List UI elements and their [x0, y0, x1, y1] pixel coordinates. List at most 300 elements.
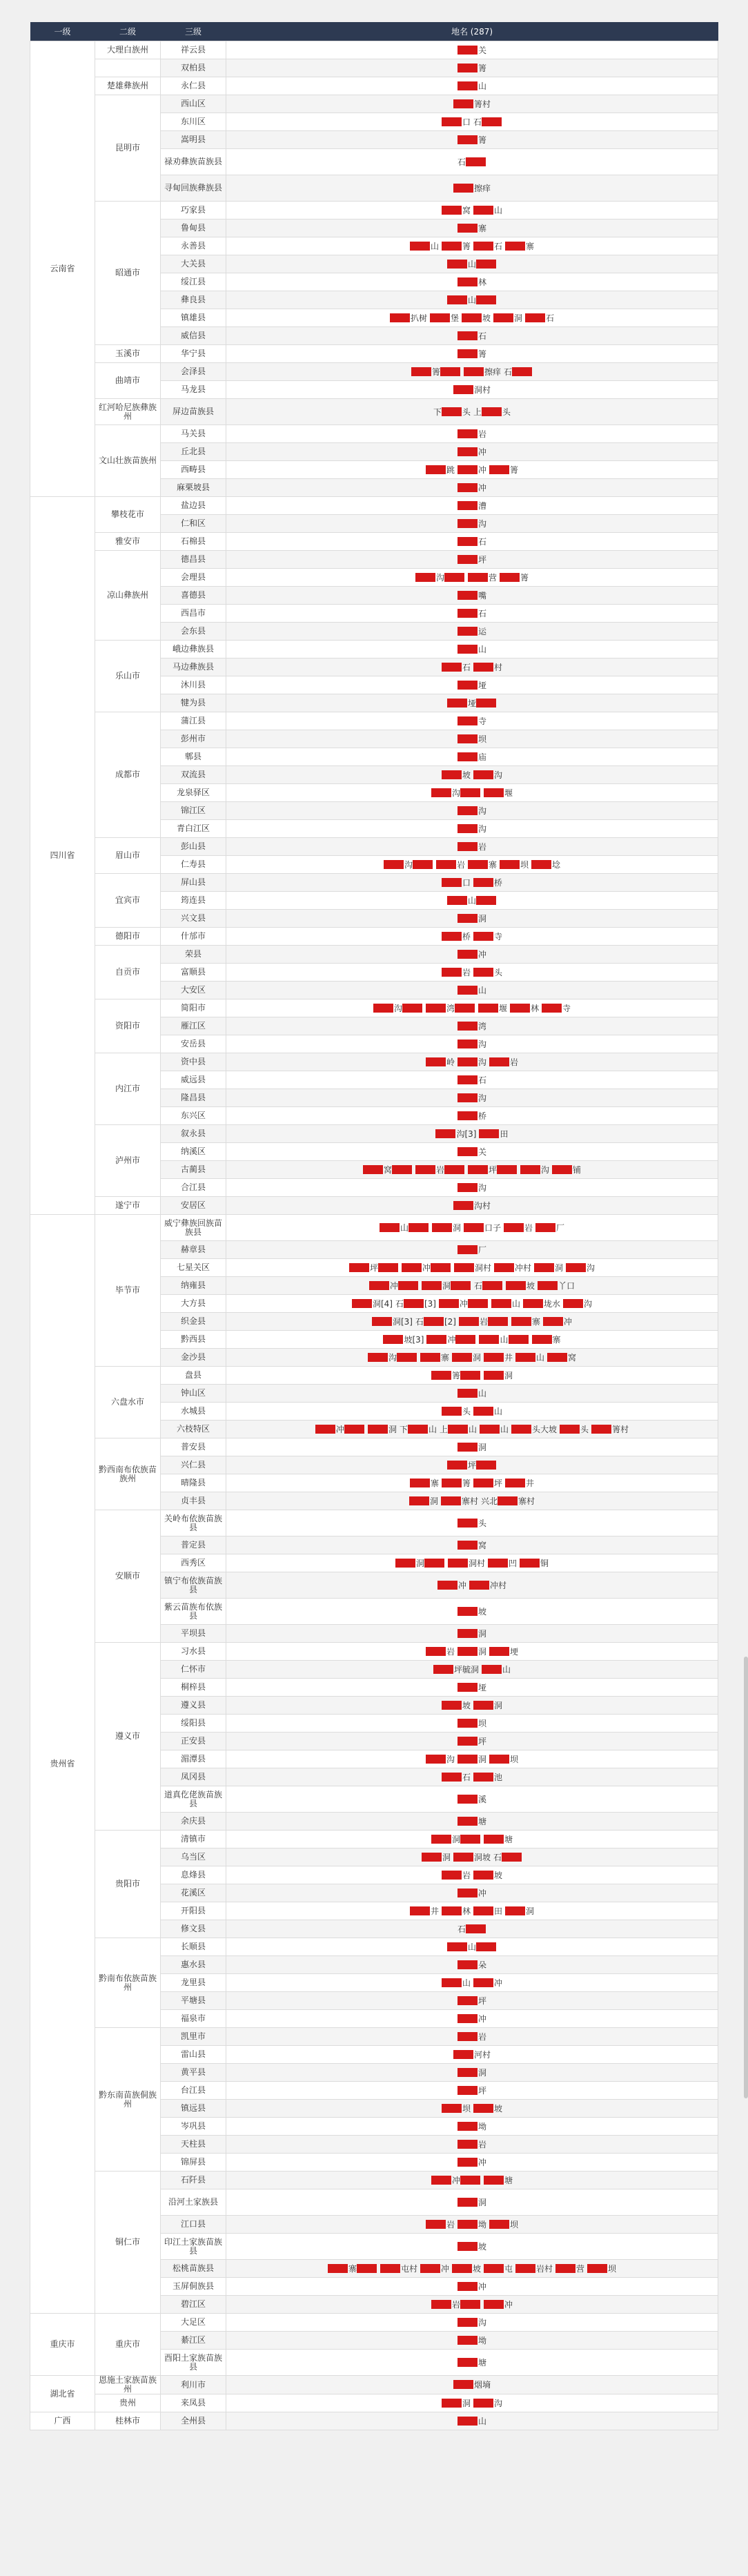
cell-place-names	[226, 1992, 718, 2010]
place-name-item: 箐	[500, 573, 529, 583]
place-name-item: 坪	[447, 1461, 497, 1470]
redacted-char-block	[415, 573, 435, 582]
cell-level3: 纳溪区	[161, 1143, 226, 1161]
redacted-char-block	[439, 1299, 459, 1308]
place-name-item: 沟	[426, 1755, 455, 1764]
redacted-char-block	[509, 1335, 529, 1344]
table-row	[30, 1367, 718, 1385]
place-name-item: 石	[473, 117, 502, 127]
cell-level3: 桐梓县	[161, 1679, 226, 1697]
cell-level2: 贵州	[95, 2394, 161, 2412]
redacted-char-block	[457, 1629, 478, 1638]
place-name-item: 箐	[457, 135, 486, 145]
redacted-char-block	[410, 242, 430, 251]
redacted-char-block	[452, 2264, 472, 2273]
cell-place-names	[226, 1848, 718, 1866]
cell-level3: 凤冈县	[161, 1768, 226, 1786]
place-name-item: 山	[457, 1389, 486, 1398]
place-name-item: 洞村	[454, 1263, 491, 1273]
place-name-item: 岩	[489, 1057, 518, 1067]
cell-level2: 安顺市	[95, 1510, 161, 1643]
cell-level2: 六盘水市	[95, 1367, 161, 1438]
place-name-item: 洞	[431, 1835, 481, 1844]
cell-level2: 黔东南苗族侗族州	[95, 2028, 161, 2172]
table-row	[30, 2394, 718, 2412]
cell-place-names	[226, 1536, 718, 1554]
place-name-item: 沟	[457, 824, 486, 834]
place-name-item: 岭	[426, 1057, 455, 1067]
cell-level3: 隆昌县	[161, 1089, 226, 1107]
cell-level3: 湄潭县	[161, 1750, 226, 1768]
place-name-item: 洞坡	[453, 1853, 491, 1862]
place-name-item: 下 山	[399, 1424, 437, 1434]
place-name-item: 岩	[426, 2220, 455, 2229]
redacted-char-block	[457, 277, 478, 286]
cell-place-names	[226, 569, 718, 587]
place-name-item: 沟村	[453, 1201, 491, 1211]
cell-place-names	[226, 2260, 718, 2278]
redacted-char-block	[457, 2282, 478, 2291]
cell-place-names	[226, 1510, 718, 1536]
place-name-item: 坝	[457, 734, 486, 744]
place-name-item: 坪	[468, 1165, 518, 1175]
place-name-item: 口	[442, 878, 471, 888]
place-name-item: 洞	[422, 1853, 451, 1862]
cell-level3: 水城县	[161, 1403, 226, 1421]
cell-place-names	[226, 2376, 718, 2394]
cell-place-names	[226, 363, 718, 381]
redacted-char-block	[422, 1853, 442, 1862]
place-name-item: 寨	[420, 1353, 449, 1363]
cell-level2: 黔南布依族苗族州	[95, 1938, 161, 2028]
redacted-char-block	[442, 242, 462, 251]
cell-level2: 恩施土家族苗族州	[95, 2376, 161, 2394]
place-name-item: 沟	[473, 770, 502, 780]
cell-level3: 余庆县	[161, 1813, 226, 1831]
cell-level3: 西山区	[161, 95, 226, 113]
redacted-char-block	[398, 1281, 418, 1290]
redacted-char-block	[426, 465, 446, 474]
redacted-char-block	[457, 806, 478, 815]
redacted-char-block	[489, 465, 509, 474]
cell-level3: 会泽县	[161, 363, 226, 381]
redacted-char-block	[368, 1425, 388, 1434]
place-name-item: 石	[442, 1773, 471, 1782]
scrollbar[interactable]	[744, 1657, 748, 2098]
place-name-item: 铜	[520, 1559, 549, 1568]
redacted-char-block	[498, 1496, 518, 1505]
table-row	[30, 202, 718, 219]
redacted-char-block	[473, 1701, 493, 1710]
cell-level3: 鲁甸县	[161, 219, 226, 237]
redacted-char-block	[520, 1165, 540, 1174]
redacted-char-block	[457, 537, 478, 546]
cell-level3: 息烽县	[161, 1866, 226, 1884]
redacted-char-block	[506, 1281, 526, 1290]
place-name-item: 洞	[457, 1443, 486, 1452]
place-name-item: 朵	[457, 1960, 486, 1970]
redacted-char-block	[448, 1559, 468, 1568]
place-name-item: 寨	[505, 242, 534, 251]
redacted-char-block	[457, 1075, 478, 1084]
cell-place-names	[226, 1349, 718, 1367]
place-name-item: 石	[457, 537, 486, 547]
cell-level3: 东川区	[161, 113, 226, 131]
cell-level3: 威宁彝族回族苗族县	[161, 1215, 226, 1241]
place-name-item: 沟	[431, 788, 481, 798]
place-name-item: 寨	[410, 1479, 439, 1488]
redacted-char-block	[476, 1942, 496, 1951]
redacted-char-block	[408, 1425, 428, 1434]
cell-level2: 成都市	[95, 712, 161, 838]
cell-level3: 晴隆县	[161, 1474, 226, 1492]
redacted-char-block	[426, 1755, 446, 1764]
cell-place-names	[226, 999, 718, 1017]
cell-level3: 关岭布依族苗族县	[161, 1510, 226, 1536]
cell-place-names	[226, 784, 718, 802]
redacted-char-block	[493, 313, 513, 322]
redacted-char-block	[442, 2399, 462, 2408]
place-name-item: 寨村	[441, 1496, 478, 1506]
cell-level3: 贞丰县	[161, 1492, 226, 1510]
redacted-char-block	[457, 2358, 478, 2367]
place-name-item: 上 山	[439, 1424, 478, 1434]
redacted-char-block	[457, 1607, 478, 1616]
place-name-item: 岩	[415, 1165, 465, 1175]
redacted-char-block	[457, 2140, 478, 2149]
place-name-item: 窝	[363, 1165, 413, 1175]
redacted-char-block	[457, 1389, 478, 1398]
redacted-char-block	[457, 555, 478, 564]
redacted-char-block	[442, 407, 462, 416]
place-name-item: 丫口	[538, 1281, 575, 1291]
place-name-item: 洞[3]	[372, 1317, 413, 1327]
redacted-char-block	[442, 1871, 462, 1880]
cell-level3: 龙里县	[161, 1974, 226, 1992]
redacted-char-block	[457, 2158, 478, 2167]
place-name-item: 山	[447, 1942, 497, 1952]
place-name-item: 田	[479, 1129, 508, 1139]
cell-level3: 仁怀市	[161, 1661, 226, 1679]
redacted-char-block	[538, 1281, 558, 1290]
place-name-item: 洞	[457, 2198, 486, 2207]
cell-place-names	[226, 273, 718, 291]
redacted-char-block	[457, 1057, 478, 1066]
redacted-char-block	[479, 1129, 499, 1138]
place-name-item: 冲	[457, 950, 486, 959]
cell-level3: 富顺县	[161, 964, 226, 982]
cell-level2: 大理白族州	[95, 41, 161, 59]
redacted-char-block	[455, 1335, 475, 1344]
cell-level2: 宜宾市	[95, 874, 161, 928]
redacted-char-block	[460, 2176, 480, 2185]
redacted-char-block	[442, 1906, 462, 1915]
cell-level2: 凉山彝族州	[95, 551, 161, 641]
cell-level1: 广西	[30, 2412, 95, 2430]
cell-level2: 雅安市	[95, 533, 161, 551]
redacted-char-block	[410, 1479, 430, 1487]
redacted-char-block	[424, 1559, 444, 1568]
place-name-item: 下 头	[433, 407, 471, 417]
place-name-item: 箐	[457, 64, 486, 73]
place-name-item: 洞	[442, 2399, 471, 2408]
table-row	[30, 551, 718, 569]
cell-level3: 玉屏侗族县	[161, 2278, 226, 2296]
place-name-item: 箐村	[453, 99, 491, 109]
redacted-char-block	[457, 1719, 478, 1728]
cell-place-names	[226, 2172, 718, 2189]
place-name-item: 冲	[420, 2264, 449, 2274]
place-name-item: 洞	[409, 1496, 438, 1506]
redacted-char-block	[473, 663, 493, 672]
redacted-char-block	[457, 1817, 478, 1826]
cell-level3: 永善县	[161, 237, 226, 255]
redacted-char-block	[523, 1299, 543, 1308]
cell-place-names	[226, 964, 718, 982]
place-name-item: 坡	[462, 313, 491, 323]
cell-place-names	[226, 1902, 718, 1920]
cell-place-names	[226, 605, 718, 623]
redacted-char-block	[447, 699, 467, 708]
redacted-char-block	[363, 1165, 383, 1174]
place-name-item: 寨	[532, 1335, 561, 1345]
place-name-item: 寺	[473, 932, 502, 941]
cell-place-names	[226, 694, 718, 712]
redacted-char-block	[457, 429, 478, 438]
redacted-char-block	[457, 1996, 478, 2005]
redacted-char-block	[457, 914, 478, 923]
place-name-item: 山	[457, 986, 486, 995]
cell-level3: 仁寿县	[161, 856, 226, 874]
redacted-char-block	[369, 1281, 389, 1290]
place-name-item: 山	[457, 81, 486, 91]
place-name-item: 山	[447, 896, 497, 906]
place-name-item: 冲	[457, 483, 486, 493]
cell-place-names	[226, 1492, 718, 1510]
place-name-item: 冲	[473, 1978, 502, 1988]
place-name-item: 坝	[489, 2220, 518, 2229]
redacted-char-block	[411, 367, 431, 376]
place-name-item: 洞	[457, 914, 486, 924]
place-name-item: 头	[473, 968, 502, 977]
table-row	[30, 928, 718, 946]
cell-place-names	[226, 533, 718, 551]
place-name-item: 箐	[442, 1479, 471, 1488]
cell-level3: 喜德县	[161, 587, 226, 605]
cell-level3: 岑巩县	[161, 2118, 226, 2136]
cell-place-names	[226, 1107, 718, 1125]
place-name-item: 洞	[457, 1647, 486, 1657]
cell-level3: 兴仁县	[161, 1456, 226, 1474]
place-name-item: 塘	[457, 2358, 486, 2368]
cell-place-names	[226, 1974, 718, 1992]
cell-level3: 金沙县	[161, 1349, 226, 1367]
redacted-char-block	[478, 1004, 498, 1013]
redacted-char-block	[457, 591, 478, 600]
redacted-char-block	[542, 1004, 562, 1013]
place-name-item: 箐	[489, 465, 518, 475]
redacted-char-block	[552, 1165, 572, 1174]
redacted-char-block	[457, 1147, 478, 1156]
place-name-item: 沟	[415, 573, 465, 583]
cell-level3: 马龙县	[161, 381, 226, 399]
cell-level3: 酉阳土家族苗族县	[161, 2350, 226, 2376]
place-name-item: 垭	[447, 699, 497, 708]
place-name-item: 寺	[542, 1004, 571, 1013]
place-name-item: 湾	[457, 1022, 486, 1031]
table-row	[30, 2172, 718, 2189]
cell-place-names	[226, 2216, 718, 2234]
cell-place-names	[226, 1884, 718, 1902]
cell-level3: 盘县	[161, 1367, 226, 1385]
redacted-char-block	[473, 1871, 493, 1880]
redacted-char-block	[384, 860, 404, 869]
table-row	[30, 2314, 718, 2332]
cell-place-names	[226, 255, 718, 273]
redacted-char-block	[436, 860, 456, 869]
table-row	[30, 946, 718, 964]
place-name-item: 窝	[457, 1541, 486, 1550]
redacted-char-block	[431, 1835, 451, 1844]
cell-level3: 安岳县	[161, 1035, 226, 1053]
redacted-char-block	[457, 1245, 478, 1254]
cell-place-names	[226, 766, 718, 784]
redacted-char-block	[378, 1263, 398, 1272]
cell-place-names	[226, 2332, 718, 2350]
cell-place-names	[226, 838, 718, 856]
cell-level2: 内江市	[95, 1053, 161, 1125]
redacted-char-block	[457, 2318, 478, 2327]
cell-level3: 巧家县	[161, 202, 226, 219]
redacted-char-block	[484, 1835, 504, 1844]
redacted-char-block	[457, 609, 478, 618]
redacted-char-block	[468, 573, 488, 582]
redacted-char-block	[457, 734, 478, 743]
place-name-item: 坡	[442, 770, 471, 780]
place-name-item: 岩	[442, 1871, 471, 1880]
redacted-char-block	[457, 2198, 478, 2207]
cell-level3: 西秀区	[161, 1554, 226, 1572]
redacted-char-block	[431, 2300, 451, 2309]
place-name-item: 山	[457, 645, 486, 654]
redacted-char-block	[454, 1263, 474, 1272]
place-name-item: 坡[3]	[383, 1335, 424, 1345]
cell-place-names	[226, 59, 718, 77]
place-name-item: 坝	[457, 1719, 486, 1728]
place-name-item: 坡	[452, 2264, 481, 2274]
place-name-item: 岩	[457, 842, 486, 852]
cell-place-names	[226, 1733, 718, 1750]
cell-place-names	[226, 1385, 718, 1403]
header-level3: 三级	[161, 22, 226, 41]
place-name-item: 林	[457, 277, 486, 287]
redacted-char-block	[473, 2399, 493, 2408]
cell-level3: 利川市	[161, 2376, 226, 2394]
place-name-item: 洞村	[448, 1559, 485, 1568]
cell-level3: 屏边苗族县	[161, 399, 226, 425]
cell-place-names	[226, 515, 718, 533]
place-name-item: 洞	[484, 1371, 513, 1380]
redacted-char-block	[457, 2242, 478, 2251]
cell-place-names	[226, 1313, 718, 1331]
redacted-char-block	[464, 367, 484, 376]
place-name-item: 冲	[457, 447, 486, 457]
cell-place-names	[226, 2314, 718, 2332]
redacted-char-block	[453, 184, 473, 193]
redacted-char-block	[484, 2176, 504, 2185]
cell-level3: 习水县	[161, 1643, 226, 1661]
place-name-item: 关	[457, 1147, 486, 1157]
place-name-item: 沟	[457, 519, 486, 529]
redacted-char-block	[420, 1353, 440, 1362]
cell-place-names	[226, 623, 718, 641]
cell-level3: 马关县	[161, 425, 226, 443]
table-row	[30, 2412, 718, 2430]
redacted-char-block	[457, 2417, 478, 2426]
place-name-item: 沟	[457, 1183, 486, 1193]
redacted-char-block	[457, 483, 478, 492]
cell-level2: 资阳市	[95, 999, 161, 1053]
cell-place-names	[226, 2296, 718, 2314]
place-name-item: 坡	[457, 1607, 486, 1617]
cell-place-names	[226, 2136, 718, 2154]
cell-level3: 松桃苗族县	[161, 2260, 226, 2278]
place-name-item: 沟	[384, 860, 433, 870]
place-name-item: 冲	[426, 1335, 476, 1345]
place-name-item: 石	[525, 313, 554, 323]
cell-level3: 筠连县	[161, 892, 226, 910]
place-name-item: 埝	[531, 860, 560, 870]
place-name-item: 冲	[457, 2282, 486, 2292]
place-name-item: 箐	[411, 367, 461, 377]
redacted-char-block	[357, 2264, 377, 2273]
cell-level2	[95, 59, 161, 77]
table-row	[30, 77, 718, 95]
cell-place-names	[226, 1679, 718, 1697]
cell-level3: 合江县	[161, 1179, 226, 1197]
redacted-char-block	[457, 842, 478, 851]
redacted-char-block	[484, 2300, 504, 2309]
cell-level3: 凯里市	[161, 2028, 226, 2046]
place-name-item: 桥	[473, 878, 502, 888]
cell-level3: 长顺县	[161, 1938, 226, 1956]
cell-level3: 锦江区	[161, 802, 226, 820]
redacted-char-block	[442, 1773, 462, 1782]
place-name-item: 擦痒	[464, 367, 501, 377]
cell-level2: 攀枝花市	[95, 497, 161, 533]
cell-place-names	[226, 946, 718, 964]
cell-level2: 自贡市	[95, 946, 161, 999]
place-name-item: 头大坡	[511, 1425, 557, 1434]
place-name-item: 寨	[511, 1317, 540, 1327]
cell-level2: 泸州市	[95, 1125, 161, 1197]
redacted-char-block	[502, 1853, 522, 1862]
place-name-item: 埂	[489, 1647, 518, 1657]
place-name-item: 沟	[457, 2318, 486, 2328]
cell-level3: 纳雍县	[161, 1277, 226, 1295]
place-name-item: 洞	[505, 1906, 534, 1916]
place-name-item: 寺	[457, 716, 486, 726]
place-name-item: 冲	[369, 1281, 419, 1291]
place-name-item: 箐	[431, 1371, 481, 1380]
redacted-char-block	[476, 1461, 496, 1470]
redacted-char-block	[422, 1281, 442, 1290]
cell-place-names	[226, 2028, 718, 2046]
place-name-item: 洞	[395, 1559, 445, 1568]
table-row	[30, 363, 718, 381]
redacted-char-block	[444, 573, 464, 582]
redacted-char-block	[479, 1335, 499, 1344]
